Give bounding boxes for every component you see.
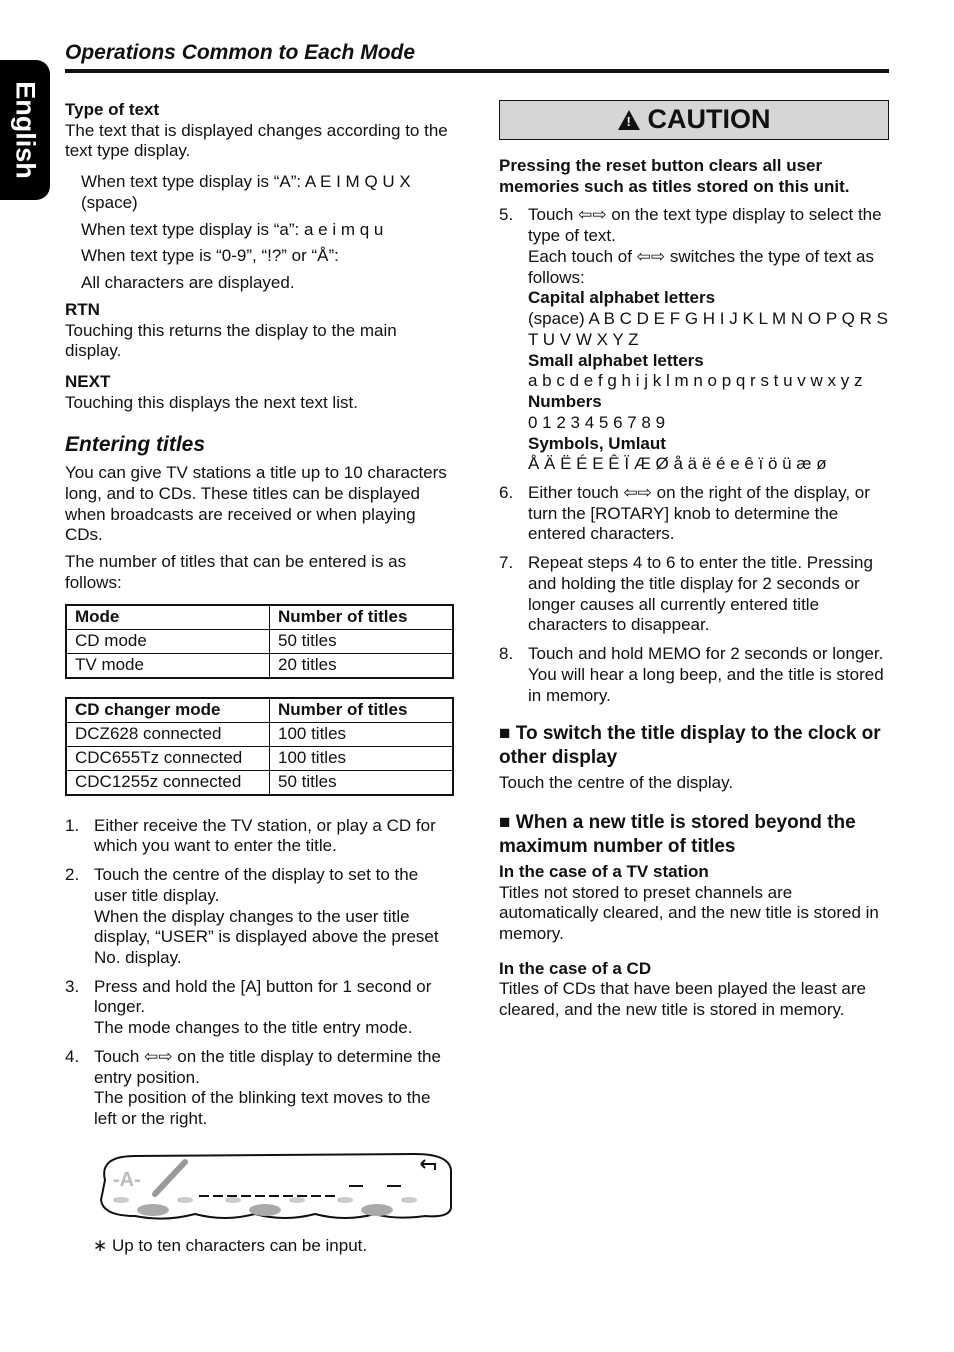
caution-title: CAUTION	[647, 104, 771, 134]
steps-list	[65, 816, 455, 1130]
list-item	[499, 483, 891, 545]
table-row	[66, 770, 453, 795]
symbols: Å Ä Ë É E Ê Ï Æ Ø å ä ë é e ê ï ö ü æ ø	[528, 454, 827, 474]
cd-label: In the case of a CD	[499, 958, 652, 978]
list-item	[499, 644, 891, 706]
table-cell: TV mode	[66, 653, 270, 678]
steps-list-continued	[499, 205, 891, 706]
small-letters: a b c d e f g h i j k l m n o p q r s t u v w x y z	[528, 371, 863, 391]
table-header-row	[66, 698, 453, 723]
capital-letters-label: Capital alphabet letters	[528, 288, 716, 308]
table-row	[66, 722, 453, 746]
table-header-cell: Number of titles	[270, 698, 454, 723]
table-cell: CDC655Tz connected	[66, 746, 270, 770]
table-cell: 50 titles	[270, 770, 454, 795]
step-text: Each touch of ⇦⇨ switches the type of text as follows:	[528, 246, 874, 287]
step-text: Either touch ⇦⇨ on the right of the display, or turn the [ROTARY] knob to determine the entered characters.	[528, 483, 870, 544]
page-title: Operations Common to Each Mode	[65, 41, 416, 64]
lcd-text: -A-	[113, 1168, 141, 1191]
list-item	[65, 1047, 455, 1130]
step-text: Press and hold the [A] button for 1 second or longer.	[94, 976, 432, 1017]
step-text: Touch the centre of the display to set to the user title display.	[94, 865, 419, 905]
step-text: The mode changes to the title entry mode.	[94, 1018, 413, 1038]
language-tab	[0, 60, 50, 200]
type-line-upper: When text type display is “A”: A E I M Q U X (space)	[81, 172, 411, 212]
list-item	[65, 816, 455, 857]
right-column	[499, 100, 891, 1021]
type-of-text-desc: The text that is displayed changes according to the text type display.	[65, 120, 448, 161]
table-row	[66, 629, 453, 653]
title-rule	[65, 69, 889, 73]
table-cell: 20 titles	[270, 653, 454, 678]
section-body-switch-display: Touch the centre of the display.	[499, 772, 734, 792]
list-item	[499, 553, 891, 636]
numbers-label: Numbers	[528, 392, 602, 412]
rtn-desc: Touching this returns the display to the main display.	[65, 320, 397, 361]
tv-station-label: In the case of a TV station	[499, 861, 709, 881]
entering-titles-heading: Entering titles	[65, 432, 206, 456]
type-of-text-label: Type of text	[65, 100, 160, 119]
language-tab-label: English	[10, 81, 41, 179]
type-line-all: All characters are displayed.	[81, 273, 295, 293]
step-number: 3.	[65, 976, 80, 996]
warning-icon: !	[618, 110, 640, 130]
step-number: 8.	[499, 644, 514, 664]
step-text: You will hear a long beep, and the title is stored in memory.	[528, 664, 884, 705]
table-header-cell: Number of titles	[270, 605, 454, 630]
step-text: The position of the blinking text moves to the left or the right.	[94, 1088, 431, 1129]
step-number: 6.	[499, 483, 514, 503]
next-label: NEXT	[65, 372, 111, 392]
step-text: Touch ⇦⇨ on the text type display to select the type of text.	[528, 205, 882, 246]
step-number: 4.	[65, 1046, 80, 1066]
caution-box	[499, 100, 889, 140]
footnote: ∗ Up to ten characters can be input.	[93, 1235, 368, 1255]
caution-body: Pressing the reset button clears all user memories such as titles stored on this unit.	[499, 156, 850, 196]
list-item	[65, 977, 455, 1039]
rtn-label: RTN	[65, 299, 100, 319]
step-text: Repeat steps 4 to 6 to enter the title. Pressing and holding the title display for 2 seconds or longer causes all currently entered title characters to disappear.	[528, 553, 873, 635]
table-row	[66, 653, 453, 678]
table-cell: DCZ628 connected	[66, 722, 270, 746]
small-letters-label: Small alphabet letters	[528, 350, 704, 370]
capital-letters: (space) A B C D E F G H I J K L M N O P Q R S T U V W X Y Z	[528, 309, 888, 349]
mode-titles-table	[65, 604, 454, 679]
list-item	[499, 205, 891, 475]
symbols-label: Symbols, Umlaut	[528, 433, 666, 453]
step-text: Touch ⇦⇨ on the title display to determine the entry position.	[94, 1046, 441, 1087]
lcd-display-icon	[95, 1150, 455, 1222]
table-cell: CDC1255z connected	[66, 770, 270, 795]
section-heading-switch-display: ■ To switch the title display to the clock or other display	[499, 723, 881, 768]
table-row	[66, 746, 453, 770]
step-text: Either receive the TV station, or play a CD for which you want to enter the title.	[94, 815, 436, 856]
entering-paragraph-1: You can give TV stations a title up to 10 characters long, and to CDs. These titles can be displayed when broadcasts are received or when playing CDs.	[65, 463, 447, 545]
tv-station-body: Titles not stored to preset channels are automatically cleared, and the new title is stored in memory.	[499, 882, 879, 943]
table-header-cell: Mode	[66, 605, 270, 630]
table-cell: 100 titles	[270, 722, 454, 746]
list-item	[65, 865, 455, 969]
left-column	[65, 100, 455, 1256]
table-cell: 50 titles	[270, 629, 454, 653]
next-desc: Touching this displays the next text list.	[65, 392, 358, 412]
cd-body: Titles of CDs that have been played the least are cleared, and the new title is stored in memory.	[499, 979, 866, 1020]
step-number: 7.	[499, 553, 514, 573]
table-header-row	[66, 605, 453, 630]
type-line-lower: When text type display is “a”: a e i m q u	[81, 219, 384, 239]
numbers: 0 1 2 3 4 5 6 7 8 9	[528, 412, 666, 432]
section-heading-new-title: ■ When a new title is stored beyond the maximum number of titles	[499, 812, 856, 857]
type-line-numeric: When text type is “0-9”, “!?” or “Å”:	[81, 246, 339, 266]
lcd-display-illustration	[95, 1150, 455, 1228]
step-text: When the display changes to the user title display, “USER” is displayed above the preset No. display.	[94, 906, 439, 967]
step-text: Touch and hold MEMO for 2 seconds or longer.	[528, 644, 884, 664]
entering-paragraph-2: The number of titles that can be entered is as follows:	[65, 552, 407, 592]
table-header-cell: CD changer mode	[66, 698, 270, 723]
cd-changer-titles-table	[65, 697, 454, 796]
table-cell: 100 titles	[270, 746, 454, 770]
table-cell: CD mode	[66, 629, 270, 653]
step-number: 5.	[499, 205, 514, 225]
step-number: 1.	[65, 815, 80, 835]
step-number: 2.	[65, 865, 80, 885]
